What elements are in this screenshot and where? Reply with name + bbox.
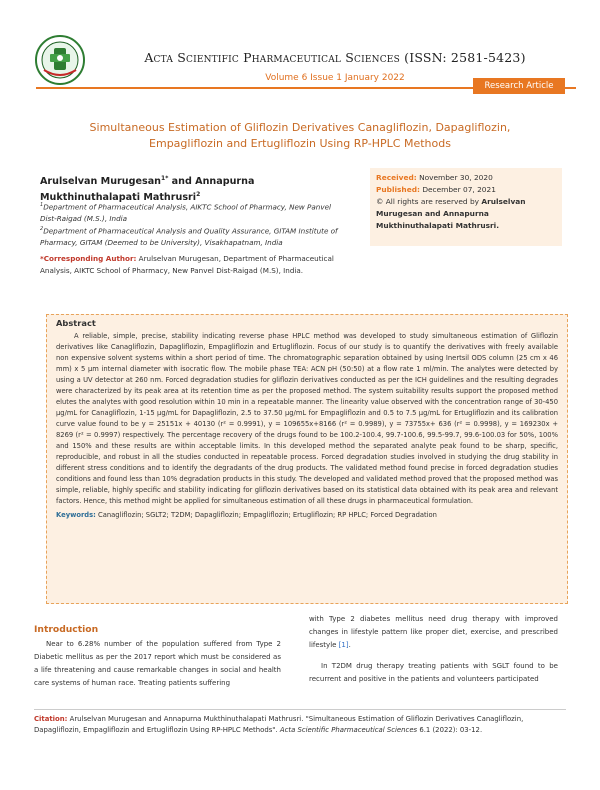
intro-paragraph-2-text: with Type 2 diabetes mellitus need drug therapy with improved changes in lifestyle pattern like proper diet, exercise, and prescribed lifestyle [309,615,558,649]
volume-issue: Volume 6 Issue 1 January 2022 [265,73,405,83]
rights-holders: Arulselvan Murugesan and Annapurna Mukthinuthalapati Mathrusri. [376,197,526,230]
article-type-badge: Research Article [473,78,565,94]
introduction-heading: Introduction [34,624,99,635]
article-title: Simultaneous Estimation of Gliflozin Derivatives Canagliflozin, Dapagliflozin, Empagliflozin and Ertugliflozin Using RP-HPLC Methods [89,121,511,150]
intro-paragraph-2-end: . [348,641,351,649]
published-date: December 07, 2021 [419,185,496,194]
body-column-right [309,613,558,686]
keywords [56,510,558,521]
author-1-sup: 1* [161,175,169,182]
journal-title: Acta Scientific Pharmaceutical Sciences (ISSN: 2581-5423) [144,50,526,65]
received-date: November 30, 2020 [416,173,493,182]
author-1: Arulselvan Murugesan [40,176,162,188]
corresponding-author [40,253,350,276]
citation [34,714,564,736]
intro-paragraph-3: In T2DM drug therapy treating patients with SGLT found to be recurrent and positive in the patients and volunteers participated [309,662,558,683]
footer-rule [34,709,566,710]
corresponding-text: Arulselvan Murugesan, Department of Pharmaceutical Analysis, AIKTC School of Pharmacy, New Panvel Dist-Raigad (M.S), India. [40,254,334,275]
corresponding-label: *Corresponding Author: [40,254,137,263]
abstract-box [46,314,568,604]
article-dates-box [370,168,562,246]
abstract-text: A reliable, simple, precise, stability indicating reverse phase HPLC method was developed to study simultaneous estimation of Gliflozin derivatives like Canagliflozin, Dapagliflozin, Empagliflozin and Ertugliflozin. Focus of our study is to quantify the derivatives with freely available non expensive solvent systems within a short period of time. The chromatographic separation obtained by using Inertsil ODS column (25 cm x 46 mm) x 5 µm internal diameter with isocratic flow. The mobile phase TEA: ACN pH (50:50) at a flow rate 1 ml/min. The analytes were detected by using a UV detector at 260 nm. Forced degradation studies for gliflozin derivatives conducted as per the ICH guidelines and the resulting degrades were characterized by its peak area at its retention time as per the proposed method. The system suitability results support the proposed method elutes the analytes with good resolution within 10 min in a repeatable manner. The linearity value observed with the concentration range of 30-450 µg/mL for Canagliflozin, 1-15 µg/mL for Dapagliflozin, 2.5 to 37.50 µg/mL for Empagliflozin and 0.5 to 7.5 µg/mL for Ertugliflozin and its calibration curve value found to be y = 25151x + 40130 (r² = 0.9991), y = 109655x+8166 (r² = 0.9989), y = 73755x+ 636 (r² = 0.9998), y = 169230x + 8269 (r² = 0.9997) respectively. The percentage recovery of the drugs found to be 100.2-100.4, 99.7-100.6, 99.5-99.7, 99.6-100.03 for 50%, 100% and 150% and these results are within acceptable limits. In this developed method the separated analyte peak found to be sharp, specific, reproducible, and robust in all the studies conducted in repeatable process. Forced degradation studies involved in studying the drug stability in different stress conditions and to identify the degradants of the drug products. The validated method found precise in forced degradation studies conditions and found less than 10% degradation products in this study. The developed and validated method proved that the proposed method was simple, reliable, highly specific and stability indicating for gliflozin derivatives based on its statistical data obtained with its peak area and relevant factors. Hence, this method might be applied for simultaneous estimation of all these drugs in pharmaceutical formulation. [56,332,558,505]
rights-text: © All rights are reserved by [376,197,482,206]
published-label: Published: [376,185,420,194]
author-2-sup: 2 [196,191,201,199]
received-label: Received: [376,173,417,182]
citation-journal: Acta Scientific Pharmaceutical Sciences [279,726,418,734]
affiliation-2-sup: 2 [40,226,44,232]
intro-paragraph-2 [309,613,558,652]
intro-paragraph-1: Near to 6.28% number of the population suffered from Type 2 Diabetic mellitus as per the 2017 report which must be considered as a life threatening and cause remarkable changes in social and health care systems of human race. Treating patients suffering [34,640,281,687]
citation-tail: 6.1 (2022): 03-12. [417,726,483,734]
citation-text: Arulselvan Murugesan and Annapurna Mukthinuthalapati Mathrusri. "Simultaneous Estimation of Gliflozin Derivatives Canagliflozin, Dapagliflozin, Empagliflozin and Ertugliflozin Using RP-HPLC Methods". [34,715,524,734]
journal-logo [34,34,86,86]
body-column-left [34,638,281,690]
reference-link[interactable]: [1] [338,641,349,649]
affiliation-1 [40,200,340,224]
affiliation-1-text: Department of Pharmaceutical Analysis, AIKTC School of Pharmacy, New Panvel Dist-Raigad (M.S.), India [40,202,331,223]
keywords-label: Keywords: [56,511,96,519]
affiliation-2-text: Department of Pharmaceutical Analysis and Quality Assurance, GITAM Institute of Pharmacy, GITAM (Deemed to be University), Visakhapatnam, India [40,226,338,247]
affiliation-1-sup: 1 [40,202,44,208]
author-2: and Annapurna Mukthinuthalapati Mathrusri [40,176,255,204]
keywords-list: Canagliflozin; SGLT2; T2DM; Dapagliflozin; Empagliflozin; Ertugliflozin; RP HPLC; Forced Degradation [95,511,437,519]
citation-label: Citation: [34,715,68,723]
abstract-heading: Abstract [56,318,96,328]
affiliation-2 [40,224,340,248]
